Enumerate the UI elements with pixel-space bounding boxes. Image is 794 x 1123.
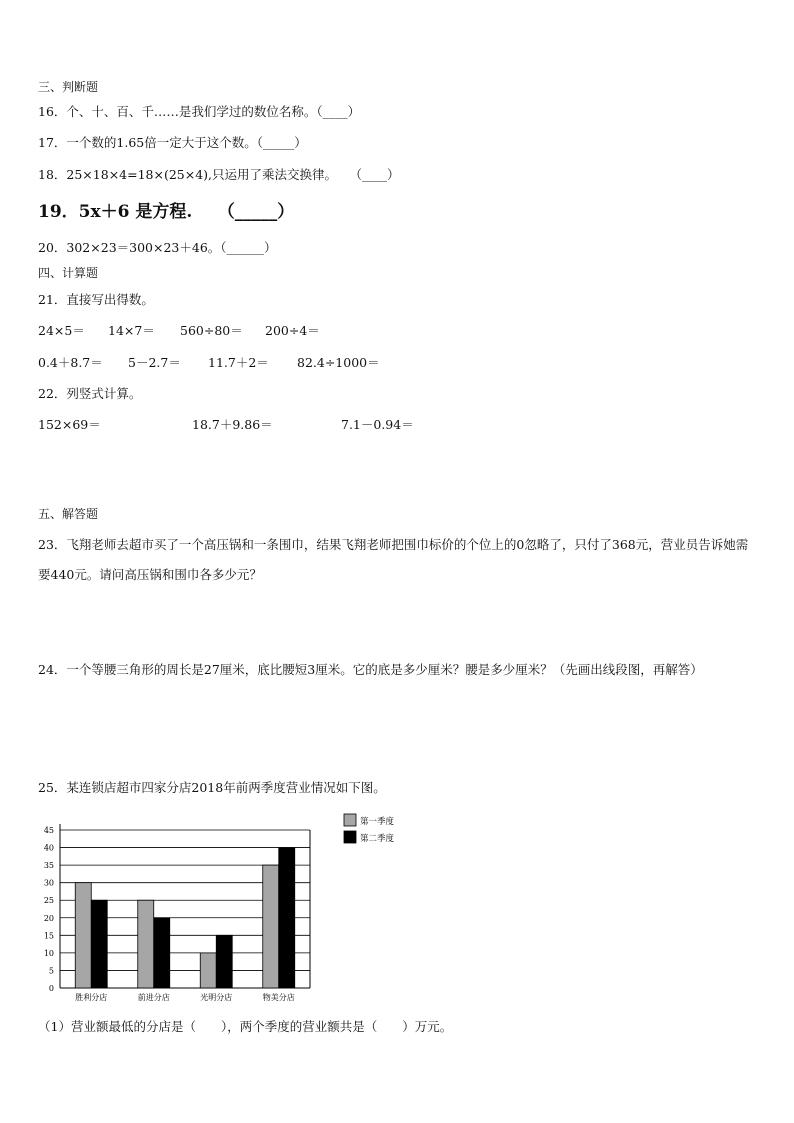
x-tick-label: 前进分店 [137, 993, 170, 1002]
x-tick-label: 胜利分店 [75, 993, 108, 1002]
y-tick-label: 5 [48, 966, 54, 976]
y-tick-label: 40 [43, 843, 54, 853]
question-16: 16．个、十、百、千……是我们学过的数位名称。（____） [38, 104, 361, 119]
question-25-part-1: （1）营业额最低的分店是（ ），两个季度的营业额共是（ ）万元。 [38, 1019, 453, 1034]
bar-1 [200, 953, 216, 988]
calc-item: 5－2.7＝ [128, 355, 181, 370]
bar-2 [279, 848, 295, 988]
calc-item: 0.4＋8.7＝ [38, 355, 103, 370]
question-17: 17．一个数的1.65倍一定大于这个数。（_____） [38, 135, 307, 150]
legend-swatch [344, 814, 356, 826]
y-tick-label: 20 [43, 913, 54, 923]
legend-label: 第一季度 [360, 817, 395, 827]
bar-2 [91, 900, 107, 988]
y-tick-label: 25 [43, 896, 54, 906]
calc-item: 11.7＋2＝ [208, 355, 269, 370]
question-19: 19．5x＋6 是方程. （_____） [38, 202, 295, 222]
legend-label: 第二季度 [360, 834, 395, 844]
section-5-title: 五、解答题 [38, 507, 99, 521]
bar-1 [138, 900, 154, 988]
vertical-calc-item: 18.7＋9.86＝ [192, 417, 273, 432]
chart-legend [344, 814, 395, 844]
y-tick-label: 10 [43, 948, 54, 958]
question-25: 25．某连锁店超市四家分店2018年前两季度营业情况如下图。 [38, 780, 386, 795]
section-4-title: 四、计算题 [38, 266, 99, 280]
bar-1 [75, 883, 91, 988]
calc-item: 560÷80＝ [180, 323, 243, 338]
bar-1 [263, 865, 279, 988]
question-22: 22．列竖式计算。 [38, 386, 142, 401]
y-tick-label: 0 [48, 984, 54, 993]
legend-swatch [344, 831, 356, 843]
section-3-title: 三、判断题 [38, 80, 99, 94]
y-tick-label: 15 [43, 931, 54, 941]
bar-2 [154, 918, 170, 988]
y-tick-label: 35 [43, 861, 54, 871]
y-tick-label: 30 [43, 878, 54, 888]
question-18: 18．25×18×4=18×(25×4),只运用了乘法交换律。 （____） [38, 167, 400, 182]
vertical-calc-item: 7.1－0.94＝ [341, 417, 414, 432]
calc-item: 14×7＝ [108, 323, 155, 338]
calc-item: 200÷4＝ [265, 323, 320, 338]
question-24: 24．一个等腰三角形的周长是27厘米，底比腰短3厘米。它的底是多少厘米？腰是多少厘米？（先画出线段图，再解答） [38, 662, 703, 677]
bar-chart [38, 810, 418, 1005]
vertical-calc-item: 152×69＝ [38, 417, 101, 432]
y-tick-label: 45 [43, 826, 54, 835]
question-20: 20．302×23＝300×23＋46。（______） [38, 240, 277, 255]
question-23: 23．飞翔老师去超市买了一个高压锅和一条围巾，结果飞翔老师把围巾标价的个位上的0忽略了，只付了368元，营业员告诉她需要440元。请问高压锅和围巾各多少元？ [38, 537, 749, 582]
calc-item: 24×5＝ [38, 323, 85, 338]
calc-item: 82.4÷1000＝ [297, 355, 380, 370]
x-tick-label: 物美分店 [262, 993, 295, 1002]
question-21: 21．直接写出得数。 [38, 292, 154, 307]
bar-2 [216, 935, 232, 988]
x-tick-label: 光明分店 [200, 993, 233, 1002]
